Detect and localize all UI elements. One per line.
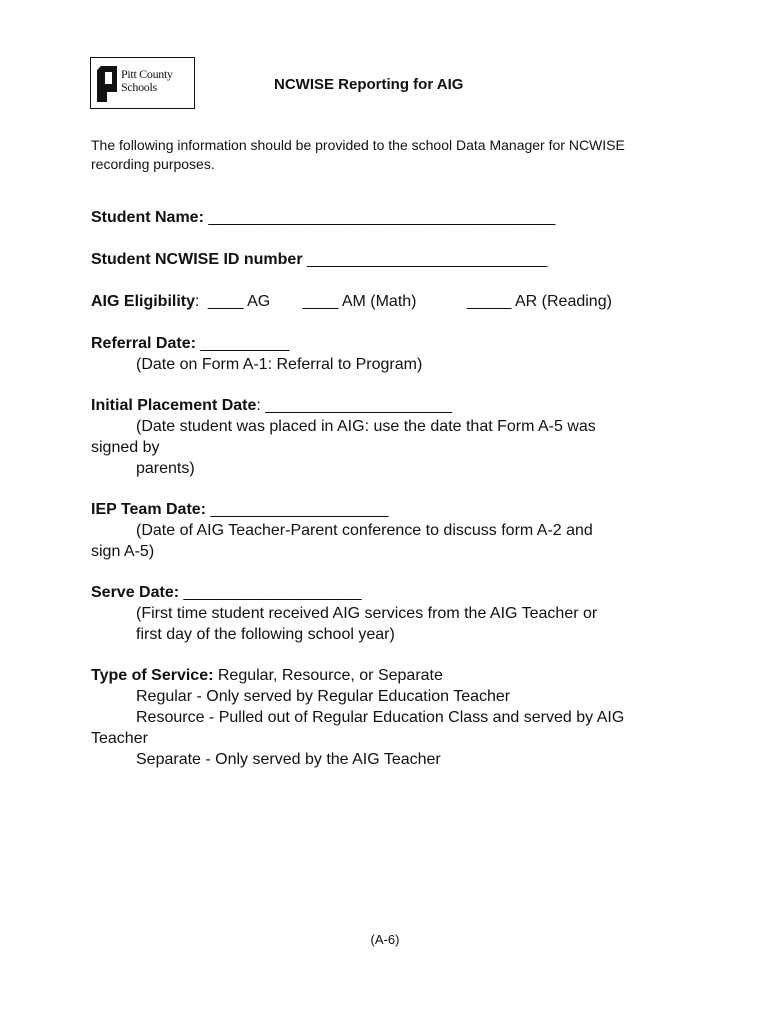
aig-eligibility-field bbox=[91, 291, 731, 312]
eligibility-ag-option bbox=[208, 291, 270, 312]
iep-team-date-field bbox=[91, 499, 691, 562]
page-number: (A-6) bbox=[370, 932, 400, 947]
type-of-service-label: Type of Service: bbox=[91, 667, 214, 684]
intro-paragraph bbox=[91, 136, 691, 174]
student-name-blank[interactable]: _______________________________________ bbox=[208, 209, 556, 226]
logo-p-emblem-icon bbox=[95, 62, 119, 104]
eligibility-label: AIG Eligibility bbox=[91, 293, 196, 310]
serve-date-field bbox=[91, 582, 691, 645]
service-regular: Regular - Only served by Regular Education Teacher bbox=[136, 688, 511, 705]
type-of-service-options: Regular, Resource, or Separate bbox=[217, 667, 443, 684]
am-label: AM (Math) bbox=[341, 293, 417, 310]
student-id-label: Student NCWISE ID number bbox=[91, 251, 303, 268]
logo-line-2: Schools bbox=[121, 80, 157, 94]
student-name-field bbox=[91, 207, 691, 228]
serve-date-label: Serve Date: bbox=[91, 584, 180, 601]
student-id-field bbox=[91, 249, 691, 270]
initial-placement-field bbox=[91, 395, 691, 479]
ag-blank[interactable]: ____ bbox=[207, 293, 244, 310]
initial-placement-note-1: (Date student was placed in AIG: use the date that Form A-5 was bbox=[136, 418, 596, 435]
iep-note-1: (Date of AIG Teacher-Parent conference to discuss form A-2 and bbox=[136, 522, 593, 539]
student-name-label: Student Name: bbox=[91, 209, 204, 226]
initial-placement-note-3: parents) bbox=[136, 460, 195, 477]
service-resource-1: Resource - Pulled out of Regular Education Class and served by AIG bbox=[136, 709, 625, 726]
logo-text bbox=[121, 68, 173, 94]
initial-placement-colon: : bbox=[256, 397, 261, 414]
serve-note-2: first day of the following school year) bbox=[136, 626, 395, 643]
eligibility-ar-option bbox=[467, 291, 612, 312]
eligibility-am-option bbox=[303, 291, 417, 312]
referral-date-blank[interactable]: __________ bbox=[200, 335, 290, 352]
referral-date-label: Referral Date: bbox=[91, 335, 196, 352]
logo-line-1: Pitt County bbox=[121, 67, 173, 81]
iep-team-date-blank[interactable]: ____________________ bbox=[210, 501, 389, 518]
ar-blank[interactable]: _____ bbox=[466, 293, 512, 310]
initial-placement-label: Initial Placement Date bbox=[91, 397, 257, 414]
type-of-service-field bbox=[91, 665, 711, 770]
initial-placement-note-2: signed by bbox=[91, 439, 160, 456]
referral-date-note: (Date on Form A-1: Referral to Program) bbox=[136, 356, 423, 373]
intro-line-2: recording purposes. bbox=[91, 156, 215, 172]
serve-note-1: (First time student received AIG services from the AIG Teacher or bbox=[136, 605, 598, 622]
iep-team-date-label: IEP Team Date: bbox=[91, 501, 207, 518]
service-separate: Separate - Only served by the AIG Teacher bbox=[136, 751, 441, 768]
intro-line-1: The following information should be provided to the school Data Manager for NCWISE bbox=[91, 137, 625, 153]
student-id-blank[interactable]: ___________________________ bbox=[307, 251, 548, 268]
eligibility-colon: : bbox=[195, 293, 200, 310]
ar-label: AR (Reading) bbox=[515, 293, 612, 310]
initial-placement-blank[interactable]: _____________________ bbox=[265, 397, 453, 414]
pitt-county-schools-logo bbox=[90, 57, 195, 109]
referral-date-field bbox=[91, 333, 691, 375]
iep-note-2: sign A-5) bbox=[91, 543, 155, 560]
serve-date-blank[interactable]: ____________________ bbox=[183, 584, 362, 601]
am-blank[interactable]: ____ bbox=[302, 293, 339, 310]
service-resource-2: Teacher bbox=[91, 730, 148, 747]
page-title: NCWISE Reporting for AIG bbox=[274, 76, 464, 93]
ag-label: AG bbox=[247, 293, 271, 310]
